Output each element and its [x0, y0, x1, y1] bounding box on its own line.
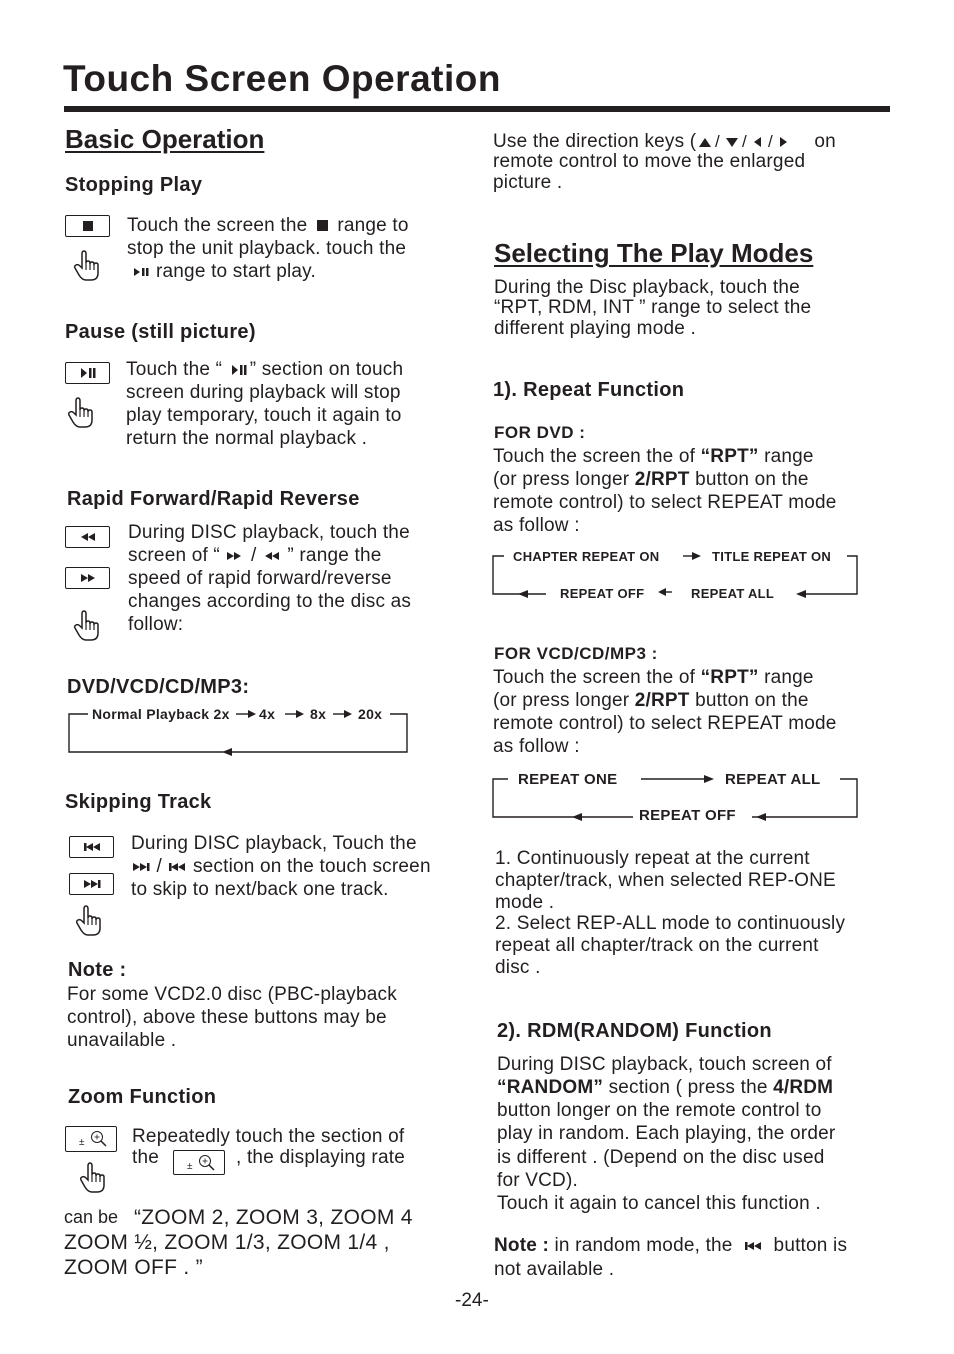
random-line5: is different . (Depend on the disc used — [497, 1147, 825, 1168]
zoom-text-line2a: the — [132, 1147, 160, 1168]
hand-pointer-icon — [67, 397, 95, 429]
random-line6: for VCD). — [497, 1170, 578, 1191]
for-vcd-label: FOR VCD/CD/MP3 : — [494, 644, 658, 663]
zoom-heading: Zoom Function — [68, 1086, 217, 1108]
svg-text:/: / — [742, 134, 748, 149]
zoom-text-line3b: “ZOOM 2, ZOOM 3, ZOOM 4 — [134, 1206, 413, 1229]
repeat-note-line4: 2. Select REP-ALL mode to continuously — [495, 913, 846, 934]
zoom-icon — [179, 1153, 219, 1173]
rewind-icon — [78, 531, 98, 543]
repeat-note-line2: chapter/track, when selected REP-ONE — [495, 870, 836, 891]
rapid-text-line4: changes according to the disc as — [128, 591, 412, 612]
zoom-text-line5: ZOOM OFF . ” — [64, 1256, 203, 1279]
vcd-line3: remote control) to select REPEAT mode — [493, 713, 837, 734]
zoom-text-line3a: can be — [64, 1207, 119, 1227]
title-rule — [64, 106, 890, 112]
rewind-icon — [262, 550, 282, 562]
flow-step-8x: 8x — [310, 706, 327, 722]
hand-pointer-icon — [73, 610, 101, 642]
repeat-note-line1: 1. Continuously repeat at the current — [495, 848, 810, 869]
random-line4: play in random. Each playing, the order — [497, 1123, 836, 1144]
stopping-text-line3: range to start play. — [132, 260, 316, 283]
direction-line3: picture . — [493, 172, 563, 193]
skipping-text-line3: to skip to next/back one track. — [131, 879, 389, 900]
flow-repeat-all: REPEAT ALL — [691, 586, 775, 601]
skip-back-icon — [742, 1240, 764, 1252]
rewind-button[interactable] — [65, 526, 110, 548]
random-note-line2: not available . — [494, 1259, 615, 1280]
dvd-line4: as follow : — [493, 515, 580, 536]
repeat-note-line3: mode . — [495, 892, 555, 913]
skip-forward-icon — [82, 878, 102, 890]
direction-line1: Use the direction keys ( / / / on — [493, 131, 836, 152]
dvd-line2: (or press longer 2/RPT button on the — [493, 469, 809, 490]
svg-text:±: ± — [79, 1137, 85, 1148]
dvd-line1: Touch the screen the of “RPT” range — [493, 446, 814, 467]
stopping-text-line2: stop the unit playback. touch the — [127, 238, 407, 259]
skipping-text-line2: / section on the touch screen — [131, 855, 431, 878]
stop-button[interactable] — [65, 215, 110, 237]
repeat-note-line6: disc . — [495, 957, 541, 978]
basic-operation-heading: Basic Operation — [65, 124, 265, 154]
zoom-button-inline — [173, 1150, 225, 1175]
stop-icon — [317, 220, 328, 231]
flow-title-repeat-on: TITLE REPEAT ON — [712, 549, 832, 564]
previous-track-button[interactable] — [69, 836, 114, 858]
flow-repeat-all: REPEAT ALL — [725, 771, 821, 788]
fast-forward-icon — [225, 550, 245, 562]
play-pause-button[interactable] — [65, 362, 110, 384]
skip-back-icon — [82, 841, 102, 853]
random-line7: Touch it again to cancel this function . — [497, 1193, 821, 1214]
direction-line2: remote control to move the enlarged — [493, 151, 806, 172]
zoom-text-line1: Repeatedly touch the section of — [132, 1126, 405, 1147]
play-pause-icon — [230, 364, 248, 376]
rapid-text-line2: screen of “ / ” range the — [128, 545, 382, 566]
dvd-line3: remote control) to select REPEAT mode — [493, 492, 837, 513]
zoom-text-line4: ZOOM ½, ZOOM 1/3, ZOOM 1/4 , — [64, 1231, 390, 1254]
repeat-heading: 1). Repeat Function — [493, 379, 685, 401]
pause-text-line4: return the normal playback . — [126, 428, 368, 449]
pause-text-line2: screen during playback will stop — [126, 382, 401, 403]
flow-repeat-off: REPEAT OFF — [639, 807, 736, 824]
skip-forward-icon — [131, 861, 151, 873]
vcd-line4: as follow : — [493, 736, 580, 757]
direction-arrows-icon — [696, 135, 804, 149]
next-track-button[interactable] — [69, 873, 114, 895]
random-line1: During DISC playback, touch screen of — [497, 1054, 832, 1075]
svg-text:/: / — [715, 134, 721, 149]
page-title: Touch Screen Operation — [63, 58, 501, 99]
play-modes-heading: Selecting The Play Modes — [494, 238, 814, 268]
note-line1: For some VCD2.0 disc (PBC-playback — [67, 984, 397, 1005]
dvd-vcd-heading: DVD/VCD/CD/MP3: — [67, 676, 250, 698]
note-line3: unavailable . — [67, 1030, 177, 1051]
fast-forward-button[interactable] — [65, 567, 110, 589]
svg-text:/: / — [768, 134, 774, 149]
pause-text-line1: Touch the “ ” section on touch — [126, 359, 404, 380]
flow-chapter-repeat-on: CHAPTER REPEAT ON — [513, 549, 660, 564]
rapid-text-line1: During DISC playback, touch the — [128, 522, 410, 543]
play-modes-line1: During the Disc playback, touch the — [494, 277, 800, 298]
skipping-text-line1: During DISC playback, Touch the — [131, 833, 417, 854]
rapid-heading: Rapid Forward/Rapid Reverse — [67, 488, 360, 510]
hand-pointer-icon — [79, 1162, 107, 1194]
zoom-text-line2b: , the displaying rate — [236, 1147, 405, 1168]
flow-repeat-one: REPEAT ONE — [518, 771, 618, 788]
repeat-note-line5: repeat all chapter/track on the current — [495, 935, 819, 956]
rapid-text-line5: follow: — [128, 614, 184, 635]
fast-forward-icon — [78, 572, 98, 584]
play-modes-line3: different playing mode . — [494, 318, 696, 339]
flow-repeat-off: REPEAT OFF — [560, 586, 645, 601]
pause-text-line3: play temporary, touch it again to — [126, 405, 402, 426]
random-note-line1: Note : in random mode, the button is — [494, 1235, 848, 1256]
svg-text:±: ± — [187, 1160, 193, 1172]
skip-back-icon — [167, 861, 187, 873]
stopping-play-heading: Stopping Play — [65, 174, 203, 196]
play-pause-icon — [132, 266, 150, 278]
for-dvd-label: FOR DVD : — [494, 423, 586, 442]
flow-step-20x: 20x — [358, 706, 383, 722]
flow-step-4x: 4x — [259, 706, 276, 722]
play-pause-icon — [79, 367, 97, 379]
hand-pointer-icon — [75, 905, 103, 937]
random-heading: 2). RDM(RANDOM) Function — [497, 1020, 772, 1042]
stop-icon — [83, 221, 93, 231]
vcd-line1: Touch the screen the of “RPT” range — [493, 667, 814, 688]
note-line2: control), above these buttons may be — [67, 1007, 387, 1028]
stopping-text-line1: Touch the screen the range to — [127, 215, 409, 236]
skipping-heading: Skipping Track — [65, 791, 212, 813]
page-number: -24- — [455, 1290, 489, 1311]
zoom-icon — [71, 1129, 111, 1149]
note-heading: Note : — [68, 959, 127, 981]
pause-heading: Pause (still picture) — [65, 321, 256, 343]
rapid-text-line3: speed of rapid forward/reverse — [128, 568, 392, 589]
zoom-button[interactable] — [65, 1126, 117, 1152]
random-line2: “RANDOM” section ( press the 4/RDM — [497, 1077, 834, 1098]
vcd-line2: (or press longer 2/RPT button on the — [493, 690, 809, 711]
hand-pointer-icon — [73, 250, 101, 282]
play-modes-line2: “RPT, RDM, INT ” range to select the — [494, 297, 812, 318]
random-line3: button longer on the remote control to — [497, 1100, 822, 1121]
flow-step-normal: Normal Playback 2x — [92, 706, 230, 722]
